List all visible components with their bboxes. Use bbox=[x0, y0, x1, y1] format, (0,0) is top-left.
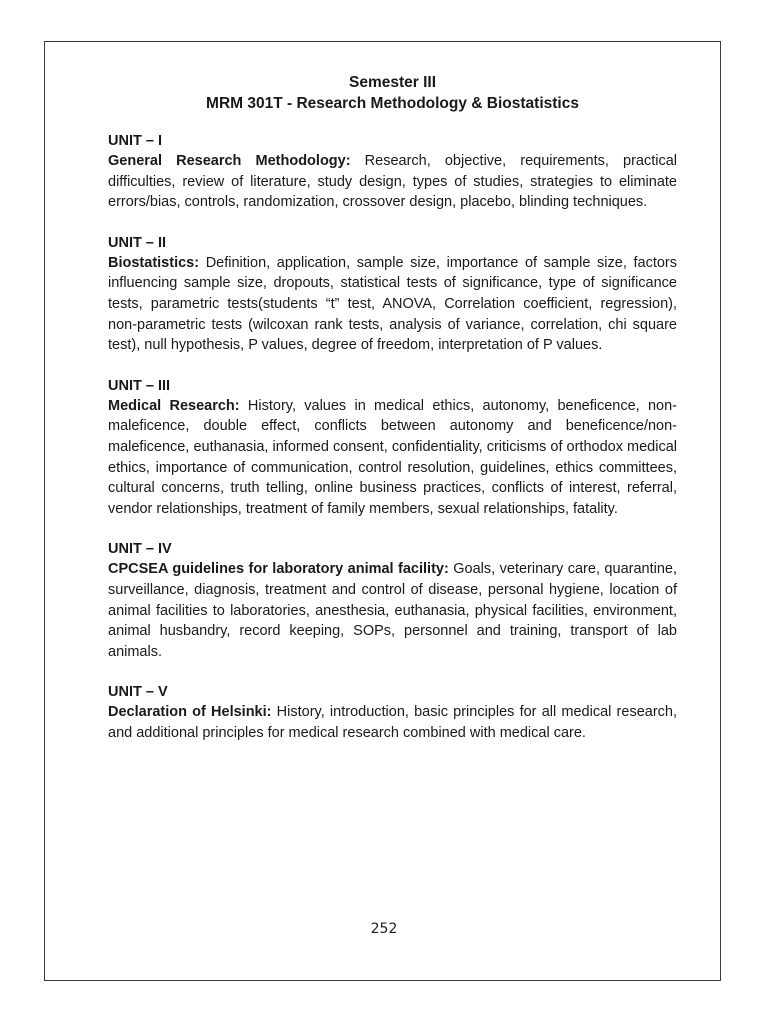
unit-text: Definition, application, sample size, importance of sample size, factors influencing sample size, dropouts, statistical tests of significance, type of significance tests, parametric tests(students “t” test, ANOVA, Correlation coefficient, regression), non-parametric tests (wilcoxan rank tests, analysis of variance, correlation, chi square test), null hypothesis, P values, degree of freedom, interpretation of P values. bbox=[108, 254, 677, 354]
unit-text: History, introduction, basic principles for all medical research, and additional principles for medical research combined with medical care. bbox=[108, 704, 677, 741]
unit-heading: UNIT – IV bbox=[108, 541, 172, 558]
unit-topic: Biostatistics: bbox=[108, 254, 200, 271]
page-number: 252 bbox=[370, 921, 398, 937]
unit-topic: Medical Research: bbox=[108, 397, 240, 414]
unit-topic: Declaration of Helsinki: bbox=[108, 704, 272, 721]
unit-heading: UNIT – III bbox=[108, 377, 171, 394]
unit-heading: UNIT – I bbox=[108, 133, 162, 149]
unit-2 bbox=[108, 233, 677, 356]
unit-heading: UNIT – V bbox=[108, 684, 168, 701]
unit-1 bbox=[108, 131, 677, 213]
unit-text: Research, objective, requirements, practical difficulties, review of literature, study design, types of studies, strategies to eliminate errors/bias, controls, randomization, crossover design, placebo, blinding techniques. bbox=[108, 153, 677, 211]
unit-topic: General Research Methodology: bbox=[108, 153, 351, 169]
document-header bbox=[108, 72, 677, 115]
unit-text: History, values in medical ethics, autonomy, beneficence, non-maleficence, double effect, conflicts between autonomy and beneficence/non-maleficence, euthanasia, informed consent, confidentiality, criticisms of orthodox medical ethics, importance of communication, control resolution, guidelines, ethics committees, cultural concerns, truth telling, online business practices, conflicts of interest, referral, vendor relationships, treatment of family members, sexual relationships, fatality. bbox=[108, 397, 677, 517]
unit-body bbox=[108, 151, 677, 213]
unit-body bbox=[108, 253, 677, 356]
unit-3 bbox=[108, 376, 677, 520]
unit-text: Goals, veterinary care, quarantine, surveillance, diagnosis, treatment and control of disease, personal hygiene, location of animal facilities to laboratories, anesthesia, euthanasia, physical facilities, environment, animal husbandry, record keeping, SOPs, personnel and training, transport of lab animals. bbox=[108, 561, 677, 660]
unit-body bbox=[108, 396, 677, 520]
semester-title: Semester III bbox=[348, 74, 437, 91]
unit-body bbox=[108, 702, 677, 743]
document-content bbox=[108, 72, 677, 763]
unit-4 bbox=[108, 539, 677, 662]
course-title: MRM 301T - Research Methodology & Biostatistics bbox=[206, 95, 579, 112]
unit-body bbox=[108, 559, 677, 662]
unit-5 bbox=[108, 682, 677, 743]
unit-heading: UNIT – II bbox=[108, 234, 167, 251]
unit-topic: CPCSEA guidelines for laboratory animal facility: bbox=[108, 561, 449, 578]
